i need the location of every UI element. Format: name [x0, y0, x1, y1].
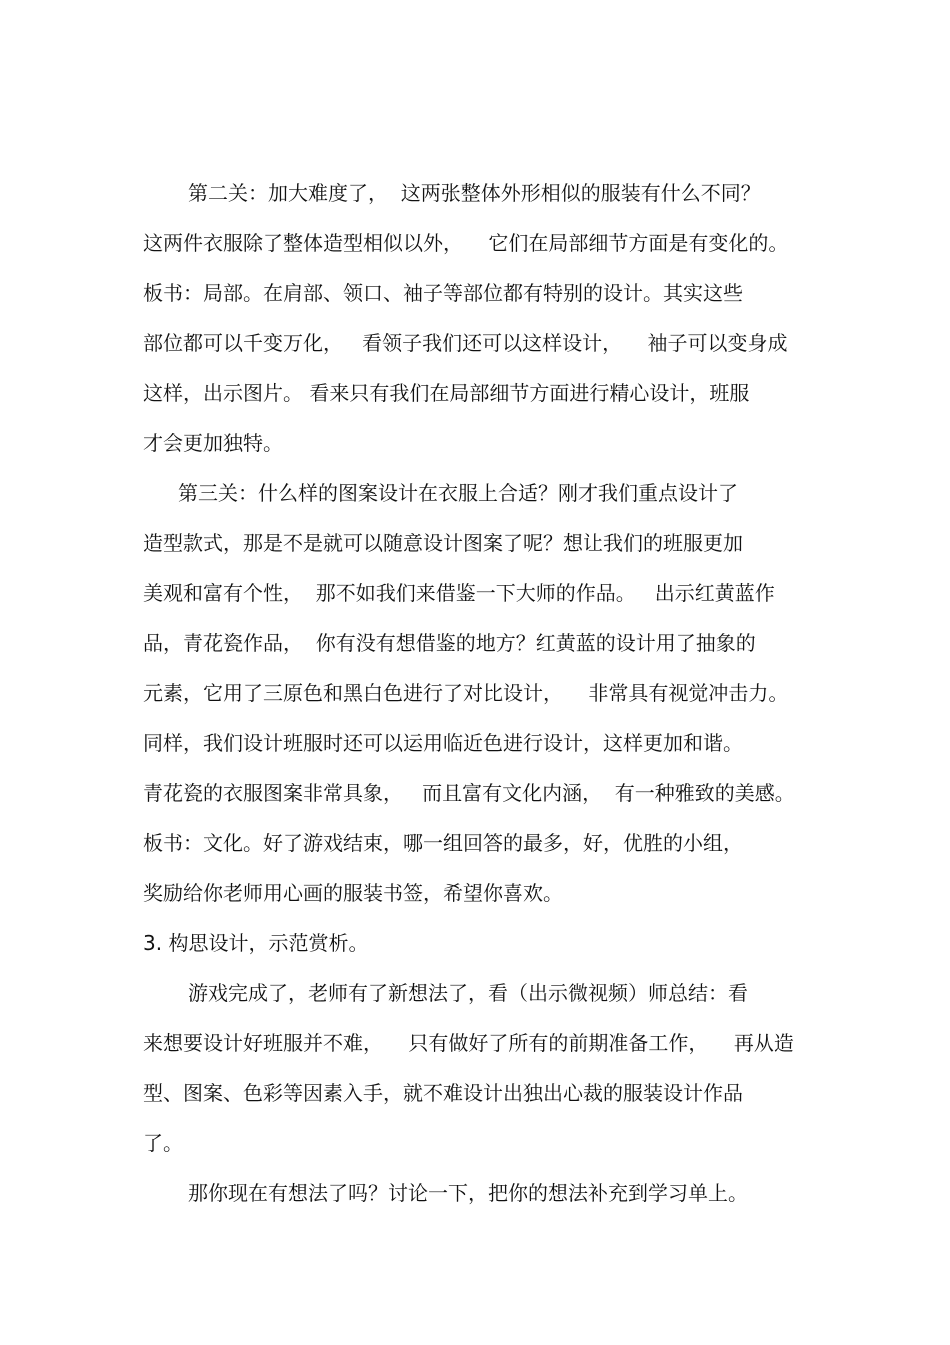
paragraph-line: 元素，它用了三原色和黑白色进行了对比设计， 非常具有视觉冲击力。: [143, 681, 789, 705]
paragraph-line: 青花瓷的衣服图案非常具象， 而且富有文化内涵， 有一种雅致的美感。: [143, 781, 795, 805]
paragraph-line: 部位都可以千变万化， 看领子我们还可以这样设计， 袖子可以变身成: [143, 331, 788, 355]
paragraph-line: 第二关：加大难度了， 这两张整体外形相似的服装有什么不同？: [188, 181, 761, 205]
paragraph-line: 型、图案、色彩等因素入手，就不难设计出独出心裁的服装设计作品: [143, 1081, 743, 1105]
paragraph-line: 来想要设计好班服并不难， 只有做好了所有的前期准备工作， 再从造: [143, 1031, 794, 1055]
paragraph-line: 这样，出示图片。 看来只有我们在局部细节方面进行精心设计，班服: [143, 381, 750, 405]
paragraph-line: 造型款式，那是不是就可以随意设计图案了呢？想让我们的班服更加: [143, 531, 743, 555]
paragraph-line: 板书：文化。好了游戏结束，哪一组回答的最多，好，优胜的小组，: [143, 831, 743, 855]
paragraph-line: 了。: [143, 1131, 183, 1155]
paragraph-line: 奖励给你老师用心画的服装书签，希望你喜欢。: [143, 881, 563, 905]
paragraph-line: 这两件衣服除了整体造型相似以外， 它们在局部细节方面是有变化的。: [143, 231, 789, 255]
paragraph-line: 游戏完成了，老师有了新想法了，看（出示微视频）师总结：看: [188, 981, 748, 1005]
paragraph-line: 品，青花瓷作品， 你有没有想借鉴的地方？红黄蓝的设计用了抽象的: [143, 631, 756, 655]
paragraph-line: 那你现在有想法了吗？讨论一下，把你的想法补充到学习单上。: [188, 1181, 748, 1205]
paragraph-line: 第三关：什么样的图案设计在衣服上合适？刚才我们重点设计了: [178, 481, 738, 505]
paragraph-line: 才会更加独特。: [143, 431, 283, 455]
paragraph-line: 板书：局部。在肩部、领口、袖子等部位都有特别的设计。其实这些: [143, 281, 743, 305]
section-heading: 3. 构思设计，示范赏析。: [143, 931, 369, 955]
paragraph-line: 美观和富有个性， 那不如我们来借鉴一下大师的作品。 出示红黄蓝作: [143, 581, 775, 605]
paragraph-line: 同样，我们设计班服时还可以运用临近色进行设计，这样更加和谐。: [143, 731, 743, 755]
